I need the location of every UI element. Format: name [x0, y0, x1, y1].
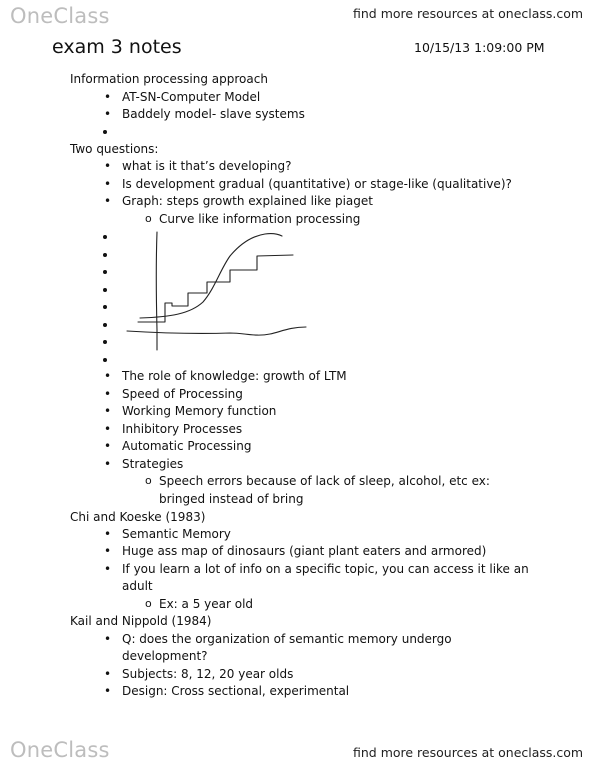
sub-list-item-continuation: bringed instead of bring	[159, 492, 304, 506]
list-item: • Strategies	[122, 456, 183, 473]
list-item-continuation: development?	[122, 649, 208, 663]
note-heading: Chi and Koeske (1983)	[70, 510, 206, 524]
sub-list-item: o Ex: a 5 year old	[159, 596, 253, 613]
list-item: • AT-SN-Computer Model	[122, 89, 260, 106]
list-item: • Design: Cross sectional, experimental	[122, 683, 349, 700]
resources-link-footer[interactable]: find more resources at oneclass.com	[353, 745, 584, 760]
oneclass-logo-footer[interactable]: OneClass	[10, 738, 110, 762]
graph-steps	[138, 255, 293, 322]
page-title: exam 3 notes	[52, 36, 182, 58]
list-item: • Working Memory function	[122, 403, 276, 420]
oneclass-logo[interactable]: OneClass	[10, 4, 110, 28]
list-item: • Inhibitory Processes	[122, 421, 242, 438]
sub-list-item: o Curve like information processing	[159, 211, 360, 228]
list-item: • If you learn a lot of info on a specific topic, you can access it like an	[122, 561, 529, 578]
list-item: • Speed of Processing	[122, 386, 243, 403]
note-heading: Kail and Nippold (1984)	[70, 614, 212, 628]
list-item: • Semantic Memory	[122, 526, 231, 543]
list-item: • Baddely model- slave systems	[122, 106, 305, 123]
timestamp: 10/15/13 1:09:00 PM	[414, 40, 545, 55]
list-item: • Graph: steps growth explained like piaget	[122, 193, 373, 210]
graph-x-axis	[127, 327, 306, 335]
list-item: • what is it that’s developing?	[122, 158, 292, 175]
note-heading: Information processing approach	[70, 72, 268, 86]
note-heading: Two questions:	[70, 142, 159, 156]
sub-list-item: o Speech errors because of lack of sleep, alcohol, etc ex:	[159, 473, 490, 490]
graph-curve	[140, 234, 282, 318]
list-item: • The role of knowledge: growth of LTM	[122, 368, 347, 385]
list-item: • Q: does the organization of semantic memory undergo	[122, 631, 452, 648]
list-item-continuation: adult	[122, 579, 153, 593]
list-item: • Is development gradual (quantitative) or stage-like (qualitative)?	[122, 176, 512, 193]
list-item: • Huge ass map of dinosaurs (giant plant eaters and armored)	[122, 543, 486, 560]
list-item: • Subjects: 8, 12, 20 year olds	[122, 666, 293, 683]
resources-link[interactable]: find more resources at oneclass.com	[353, 6, 584, 21]
list-item: • Automatic Processing	[122, 438, 251, 455]
